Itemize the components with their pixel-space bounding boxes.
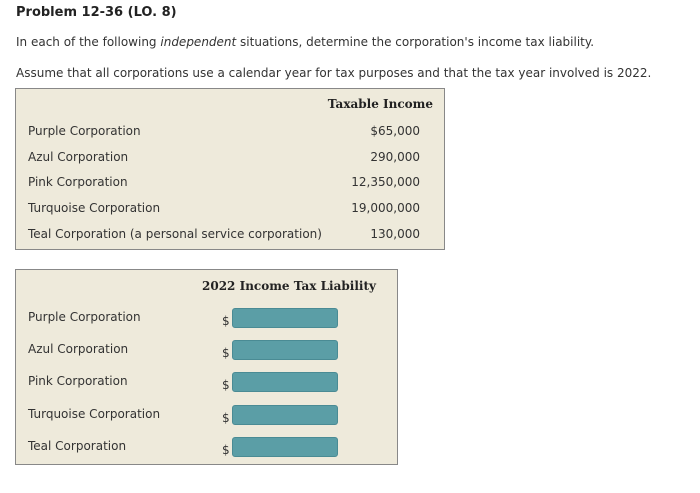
- taxable-income-row: [16, 175, 444, 193]
- instruction-line-1: [16, 35, 594, 49]
- corporation-name: Teal Corporation (a personal service corporation): [28, 227, 322, 241]
- problem-title: Problem 12-36 (LO. 8): [16, 5, 177, 20]
- taxable-income-row: [16, 201, 444, 219]
- tax-liability-header: 2022 Income Tax Liability: [202, 279, 376, 293]
- tax-liability-row: [16, 342, 397, 360]
- corporation-name: Turquoise Corporation: [28, 201, 161, 215]
- instruction-text-end: situations, determine the corporation's income tax liability.: [236, 35, 595, 49]
- corporation-name: Azul Corporation: [28, 342, 129, 356]
- corporation-name: Pink Corporation: [28, 374, 128, 388]
- taxable-income-amount: $65,000: [370, 124, 420, 138]
- corporation-name: Purple Corporation: [28, 310, 141, 324]
- tax-liability-row: [16, 439, 397, 457]
- taxable-income-row: [16, 227, 444, 245]
- instruction-text-start: In each of the following: [16, 35, 161, 49]
- dollar-sign: $: [222, 346, 230, 360]
- corporation-name: Purple Corporation: [28, 124, 141, 138]
- tax-liability-panel: [15, 269, 398, 465]
- taxable-income-row: [16, 150, 444, 168]
- teal-tax-liability-input[interactable]: [232, 437, 338, 457]
- purple-tax-liability-input[interactable]: [232, 308, 338, 328]
- turquoise-tax-liability-input[interactable]: [232, 405, 338, 425]
- taxable-income-amount: 290,000: [370, 150, 420, 164]
- dollar-sign: $: [222, 443, 230, 457]
- tax-liability-row: [16, 407, 397, 425]
- taxable-income-row: [16, 124, 444, 142]
- tax-liability-row: [16, 310, 397, 328]
- taxable-income-amount: 12,350,000: [351, 175, 420, 189]
- azul-tax-liability-input[interactable]: [232, 340, 338, 360]
- corporation-name: Azul Corporation: [28, 150, 129, 164]
- dollar-sign: $: [222, 411, 230, 425]
- taxable-income-amount: 130,000: [370, 227, 420, 241]
- pink-tax-liability-input[interactable]: [232, 372, 338, 392]
- instruction-line-2: Assume that all corporations use a calendar year for tax purposes and that the tax year involved is 2022.: [16, 66, 652, 80]
- dollar-sign: $: [222, 378, 230, 392]
- tax-liability-row: [16, 374, 397, 392]
- corporation-name: Teal Corporation: [28, 439, 127, 453]
- instruction-emphasis: independent: [160, 35, 237, 49]
- taxable-income-amount: 19,000,000: [351, 201, 420, 215]
- taxable-income-panel: [15, 88, 445, 250]
- corporation-name: Pink Corporation: [28, 175, 128, 189]
- corporation-name: Turquoise Corporation: [28, 407, 161, 421]
- taxable-income-header: Taxable Income: [327, 97, 433, 111]
- dollar-sign: $: [222, 314, 230, 328]
